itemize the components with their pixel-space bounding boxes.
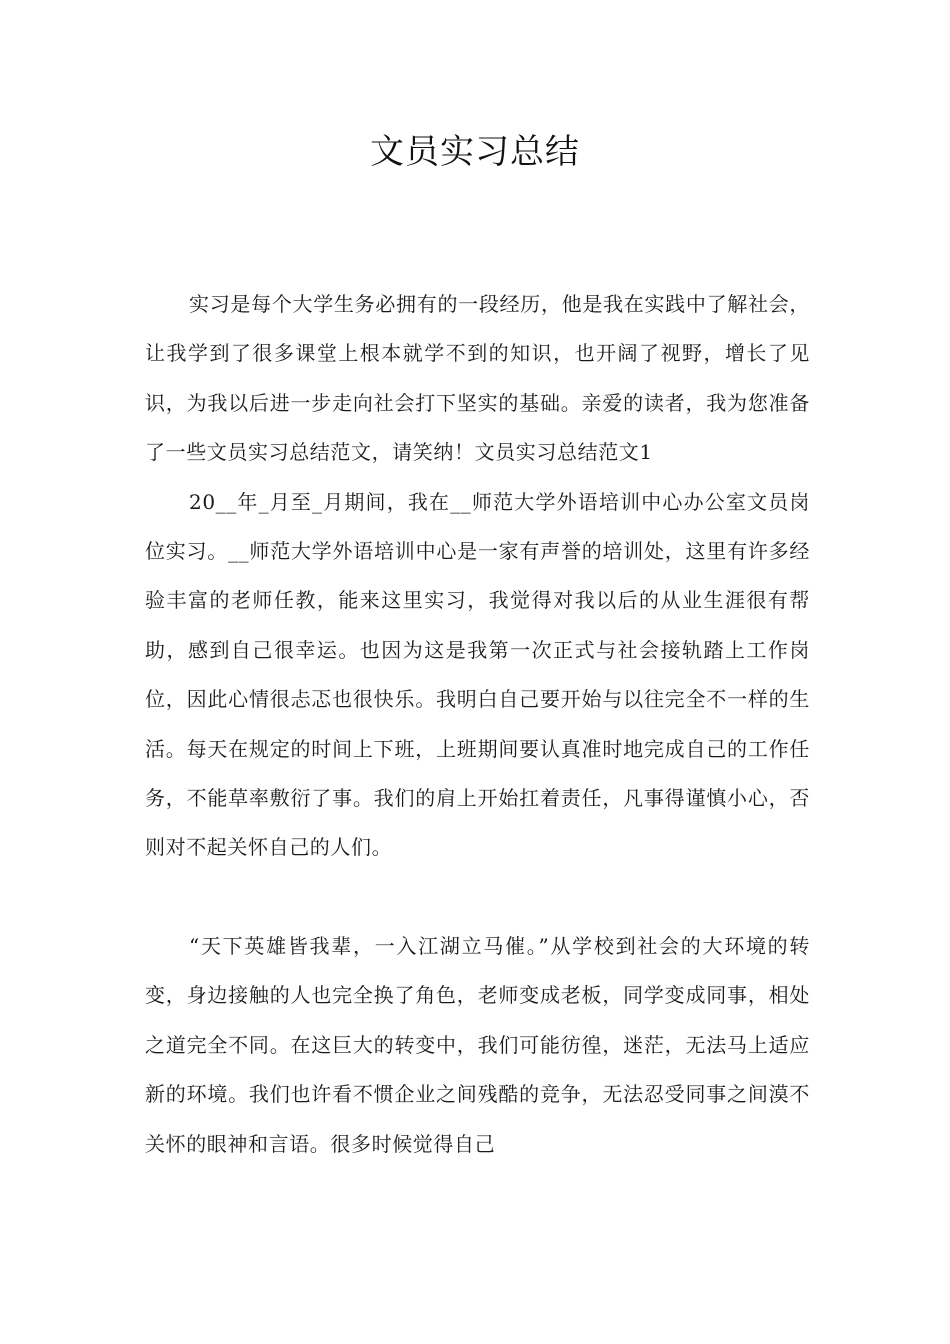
paragraph-transition: “天下英雄皆我辈，一入江湖立马催。”从学校到社会的大环境的转变，身边接触的人也完全换了角色，老师变成老板，同学变成同事，相处之道完全不同。在这巨大的转变中，我们可能彷徨，迷茫，无法马上适应新的环境。我们也许看不惯企业之间残酷的竞争，无法忍受同事之间漠不关怀的眼神和言语。很多时候觉得自己 <box>145 933 810 1156</box>
paragraph-spacer <box>145 873 810 922</box>
paragraph-internship: 20__年_月至_月期间，我在__师范大学外语培训中心办公室文员岗位实习。__师范大学外语培训中心是一家有声誉的培训处，这里有许多经验丰富的老师任教，能来这里实习，我觉得对我以后的从业生涯很有帮助，感到自己很幸运。也因为这是我第一次正式与社会接轨踏上工作岗位，因此心情很忐忑也很快乐。我明白自己要开始与以往完全不一样的生活。每天在规定的时间上下班，上班期间要认真准时地完成自己的工作任务，不能草率敷衍了事。我们的肩上开始扛着责任，凡事得谨慎小心，否则对不起关怀自己的人们。 <box>145 489 810 860</box>
paragraph-intro: 实习是每个大学生务必拥有的一段经历，他是我在实践中了解社会，让我学到了很多课堂上根本就学不到的知识，也开阔了视野，增长了见识，为我以后进一步走向社会打下坚实的基础。亲爱的读者，我为您准备了一些文员实习总结范文，请笑纳！文员实习总结范文1 <box>145 292 810 465</box>
document-title: 文员实习总结 <box>370 132 580 172</box>
document-body <box>145 280 810 1169</box>
